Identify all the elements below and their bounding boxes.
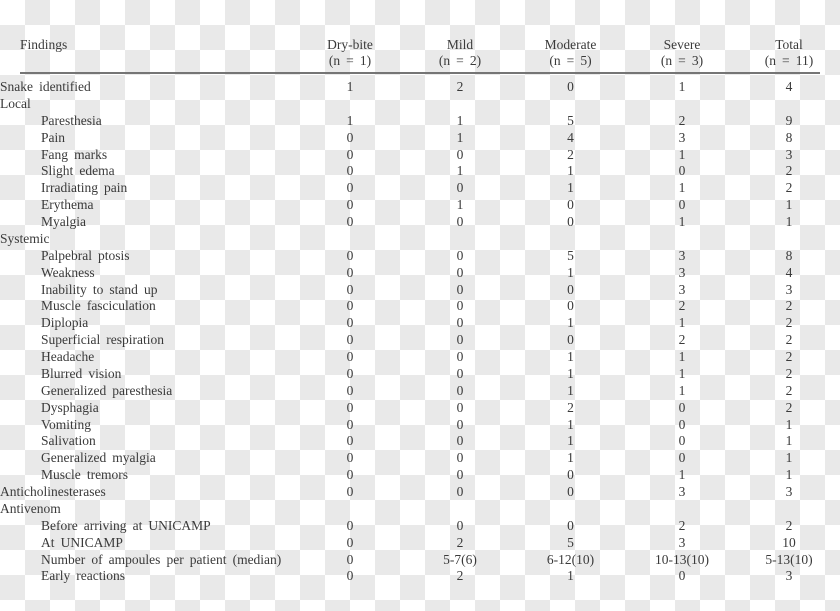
cell-value: 2	[785, 365, 793, 381]
table-row-item	[0, 552, 840, 569]
cell-value: 1	[456, 197, 464, 213]
column-header-n: (n = 2)	[438, 53, 482, 68]
cell-value: 0	[346, 264, 354, 280]
table-row-item	[0, 433, 840, 450]
table-row-item	[0, 265, 840, 282]
cell-value	[626, 96, 738, 113]
finding-label: Generalized paresthesia	[41, 382, 173, 398]
cell-value: 2	[785, 399, 793, 415]
table-row-item	[0, 130, 840, 147]
cell-value: 1	[567, 163, 574, 179]
cell-value: 0	[346, 365, 354, 381]
cell-value: 0	[346, 568, 354, 584]
finding-label: Paresthesia	[41, 112, 102, 128]
cell-value: 2	[456, 79, 464, 94]
cell-value: 0	[346, 214, 354, 229]
cell-value: 3	[678, 264, 686, 280]
cell-value: 0	[567, 298, 574, 314]
cell-value: 1	[567, 568, 574, 584]
finding-label: Superficial respiration	[41, 332, 165, 348]
cell-value: 1	[678, 214, 686, 229]
cell-value: 0	[346, 382, 354, 398]
finding-label: Salivation	[41, 433, 96, 449]
finding-label: Muscle tremors	[41, 467, 129, 483]
table-row-item	[0, 400, 840, 417]
cell-value: 0	[346, 146, 354, 162]
cell-value: 0	[456, 467, 464, 483]
cell-value: 5-7(6)	[443, 551, 477, 567]
cell-value: 5	[567, 247, 574, 263]
cell-value	[738, 501, 840, 518]
finding-label: Pain	[41, 129, 66, 145]
cell-value: 0	[567, 484, 574, 499]
table-row-item	[0, 366, 840, 383]
cell-value: 0	[678, 568, 686, 584]
finding-label: Headache	[41, 349, 95, 364]
cell-value: 1	[678, 79, 686, 94]
cell-value: 0	[567, 79, 574, 94]
table-row-item	[0, 467, 840, 484]
finding-label: Local	[0, 95, 31, 111]
cell-value: 2	[785, 517, 793, 533]
cell-value: 8	[785, 247, 793, 263]
cell-value: 2	[785, 315, 793, 331]
cell-value: 0	[346, 484, 354, 499]
cell-value: 1	[567, 450, 574, 466]
cell-value: 1	[456, 129, 464, 145]
finding-label: Before arriving at UNICAMP	[41, 517, 211, 533]
cell-value: 0	[456, 433, 464, 449]
cell-value	[738, 96, 840, 113]
finding-label: Generalized myalgia	[41, 450, 156, 466]
cell-value: 4	[785, 264, 793, 280]
cell-value: 2	[567, 146, 574, 162]
cell-value: 1	[678, 467, 686, 483]
cell-value: 5	[567, 112, 574, 128]
cell-value: 3	[678, 484, 686, 499]
cell-value: 2	[678, 298, 686, 314]
cell-value	[626, 501, 738, 518]
cell-value: 0	[346, 163, 354, 179]
finding-label: Slight edema	[41, 163, 115, 179]
cell-value: 2	[456, 568, 464, 584]
cell-value: 1	[567, 365, 574, 381]
cell-value	[515, 231, 626, 248]
header-divider-line	[20, 72, 820, 74]
cell-value: 0	[567, 197, 574, 213]
table-row-item	[0, 568, 840, 585]
table-row-item	[0, 248, 840, 265]
table-row-item	[0, 282, 840, 299]
table-row-item	[0, 518, 840, 535]
table-row-item	[0, 214, 840, 231]
cell-value: 0	[346, 315, 354, 331]
cell-value: 1	[567, 264, 574, 280]
finding-label: Weakness	[41, 264, 95, 280]
column-header-label: Findings	[20, 37, 68, 52]
cell-value: 0	[346, 517, 354, 533]
column-header-n: (n = 1)	[328, 53, 372, 68]
table-row-item	[0, 298, 840, 315]
finding-label: Inability to stand up	[41, 281, 158, 297]
cell-value: 0	[456, 484, 464, 499]
cell-value: 0	[346, 281, 354, 297]
cell-value: 2	[785, 180, 793, 196]
cell-value: 1	[346, 112, 354, 128]
finding-label: Dysphagia	[41, 399, 99, 415]
cell-value: 0	[346, 247, 354, 263]
cell-value: 0	[346, 129, 354, 145]
table-row-item	[0, 535, 840, 552]
finding-label: Palpebral ptosis	[41, 247, 130, 263]
cell-value: 0	[346, 298, 354, 314]
cell-value: 1	[567, 349, 574, 364]
cell-value: 0	[567, 214, 574, 229]
cell-value: 2	[678, 112, 686, 128]
cell-value: 6-12(10)	[546, 551, 595, 567]
cell-value	[405, 96, 515, 113]
column-header-label: Moderate	[544, 37, 597, 52]
cell-value: 5	[567, 534, 574, 550]
cell-value: 0	[456, 180, 464, 196]
finding-label: Diplopia	[41, 315, 89, 331]
cell-value: 0	[346, 349, 354, 364]
cell-value: 0	[456, 146, 464, 162]
cell-value: 0	[567, 467, 574, 483]
cell-value: 1	[678, 365, 686, 381]
cell-value: 0	[456, 382, 464, 398]
finding-label: Fang marks	[41, 146, 108, 162]
cell-value: 10	[782, 534, 796, 550]
column-header-label: Dry-bite	[327, 37, 373, 52]
cell-value: 0	[346, 416, 354, 432]
cell-value: 1	[456, 163, 464, 179]
finding-label: Erythema	[41, 197, 94, 213]
table-row-item	[0, 197, 840, 214]
table-row-section	[0, 231, 840, 248]
cell-value: 1	[678, 315, 686, 331]
cell-value: 0	[678, 399, 686, 415]
cell-value: 1	[567, 315, 574, 331]
finding-label: Snake identified	[0, 79, 91, 94]
cell-value	[295, 96, 405, 113]
cell-value: 2	[785, 298, 793, 314]
cell-value	[405, 501, 515, 518]
cell-value: 1	[785, 433, 793, 449]
cell-value: 0	[456, 416, 464, 432]
cell-value: 3	[678, 281, 686, 297]
column-header-label: Severe	[663, 37, 701, 52]
cell-value: 2	[567, 399, 574, 415]
findings-table	[0, 36, 840, 585]
cell-value: 1	[567, 382, 574, 398]
cell-value: 2	[678, 332, 686, 348]
cell-value: 0	[346, 551, 354, 567]
cell-value: 0	[678, 433, 686, 449]
cell-value: 1	[346, 79, 354, 94]
finding-label: Myalgia	[41, 214, 86, 229]
cell-value: 1	[567, 433, 574, 449]
cell-value: 0	[456, 214, 464, 229]
finding-label: Early reactions	[41, 568, 126, 584]
cell-value: 0	[346, 433, 354, 449]
cell-value: 3	[785, 484, 793, 499]
cell-value	[515, 96, 626, 113]
cell-value: 0	[456, 399, 464, 415]
cell-value: 0	[346, 332, 354, 348]
cell-value: 3	[678, 129, 686, 145]
cell-value: 0	[456, 349, 464, 364]
cell-value: 8	[785, 129, 793, 145]
cell-value: 1	[785, 214, 793, 229]
cell-value: 0	[567, 281, 574, 297]
finding-label: Number of ampoules per patient (median)	[41, 551, 282, 567]
cell-value: 0	[456, 450, 464, 466]
cell-value: 0	[346, 180, 354, 196]
cell-value: 4	[785, 79, 793, 94]
cell-value	[515, 501, 626, 518]
cell-value: 1	[785, 197, 793, 213]
table-row-item	[0, 180, 840, 197]
finding-label: Systemic	[0, 230, 50, 246]
cell-value: 1	[785, 467, 793, 483]
cell-value: 3	[678, 534, 686, 550]
column-header-label: Mild	[446, 37, 474, 52]
cell-value: 1	[785, 416, 793, 432]
cell-value: 2	[785, 332, 793, 348]
cell-value: 3	[785, 568, 793, 584]
table-row-item	[0, 383, 840, 400]
cell-value: 1	[456, 112, 464, 128]
table-row-item	[0, 332, 840, 349]
cell-value: 2	[785, 349, 793, 364]
cell-value: 1	[678, 180, 686, 196]
cell-value: 0	[456, 365, 464, 381]
cell-value: 2	[785, 163, 793, 179]
table-row-section	[0, 79, 840, 96]
cell-value	[295, 231, 405, 248]
table-row-item	[0, 147, 840, 164]
cell-value: 1	[785, 450, 793, 466]
cell-value: 0	[567, 517, 574, 533]
cell-value: 0	[346, 450, 354, 466]
cell-value: 2	[678, 517, 686, 533]
cell-value: 10-13(10)	[655, 551, 709, 567]
cell-value	[626, 231, 738, 248]
cell-value: 0	[456, 298, 464, 314]
cell-value: 5-13(10)	[765, 551, 813, 567]
table-row-item	[0, 417, 840, 434]
cell-value: 0	[346, 534, 354, 550]
cell-value: 0	[678, 163, 686, 179]
cell-value: 0	[456, 315, 464, 331]
finding-label: At UNICAMP	[41, 534, 123, 550]
cell-value: 2	[456, 534, 464, 550]
cell-value: 1	[678, 349, 686, 364]
cell-value: 1	[567, 416, 574, 432]
column-header-n: (n = 3)	[660, 53, 704, 68]
table-row-section	[0, 501, 840, 518]
finding-label: Irradiating pain	[41, 180, 128, 196]
cell-value: 0	[567, 332, 574, 348]
finding-label: Anticholinesterases	[0, 484, 106, 499]
cell-value: 0	[678, 416, 686, 432]
cell-value	[738, 231, 840, 248]
column-header-n: (n = 5)	[549, 53, 592, 68]
cell-value: 2	[785, 382, 793, 398]
cell-value: 0	[456, 247, 464, 263]
table-row-item	[0, 315, 840, 332]
table-row-item	[0, 113, 840, 130]
column-header-n: (n = 11)	[764, 53, 814, 68]
cell-value: 0	[346, 467, 354, 483]
cell-value: 0	[456, 281, 464, 297]
cell-value: 0	[456, 264, 464, 280]
finding-label: Antivenom	[0, 500, 61, 516]
finding-label: Vomiting	[41, 416, 92, 432]
cell-value: 0	[678, 197, 686, 213]
cell-value	[295, 501, 405, 518]
cell-value	[405, 231, 515, 248]
cell-value: 3	[785, 281, 793, 297]
cell-value: 0	[456, 332, 464, 348]
cell-value: 3	[678, 247, 686, 263]
cell-value: 9	[785, 112, 793, 128]
column-header-label: Total	[775, 37, 803, 52]
finding-label: Muscle fasciculation	[41, 298, 156, 314]
cell-value: 1	[567, 180, 574, 196]
cell-value: 0	[346, 197, 354, 213]
cell-value: 0	[346, 399, 354, 415]
table-row-section	[0, 484, 840, 501]
cell-value: 3	[785, 146, 793, 162]
cell-value: 1	[678, 382, 686, 398]
cell-value: 4	[567, 129, 574, 145]
finding-label: Blurred vision	[41, 365, 122, 381]
table-row-item	[0, 450, 840, 467]
cell-value: 1	[678, 146, 686, 162]
cell-value: 0	[678, 450, 686, 466]
table-row-item	[0, 163, 840, 180]
table-row-section	[0, 96, 840, 113]
table-row-item	[0, 349, 840, 366]
cell-value: 0	[456, 517, 464, 533]
